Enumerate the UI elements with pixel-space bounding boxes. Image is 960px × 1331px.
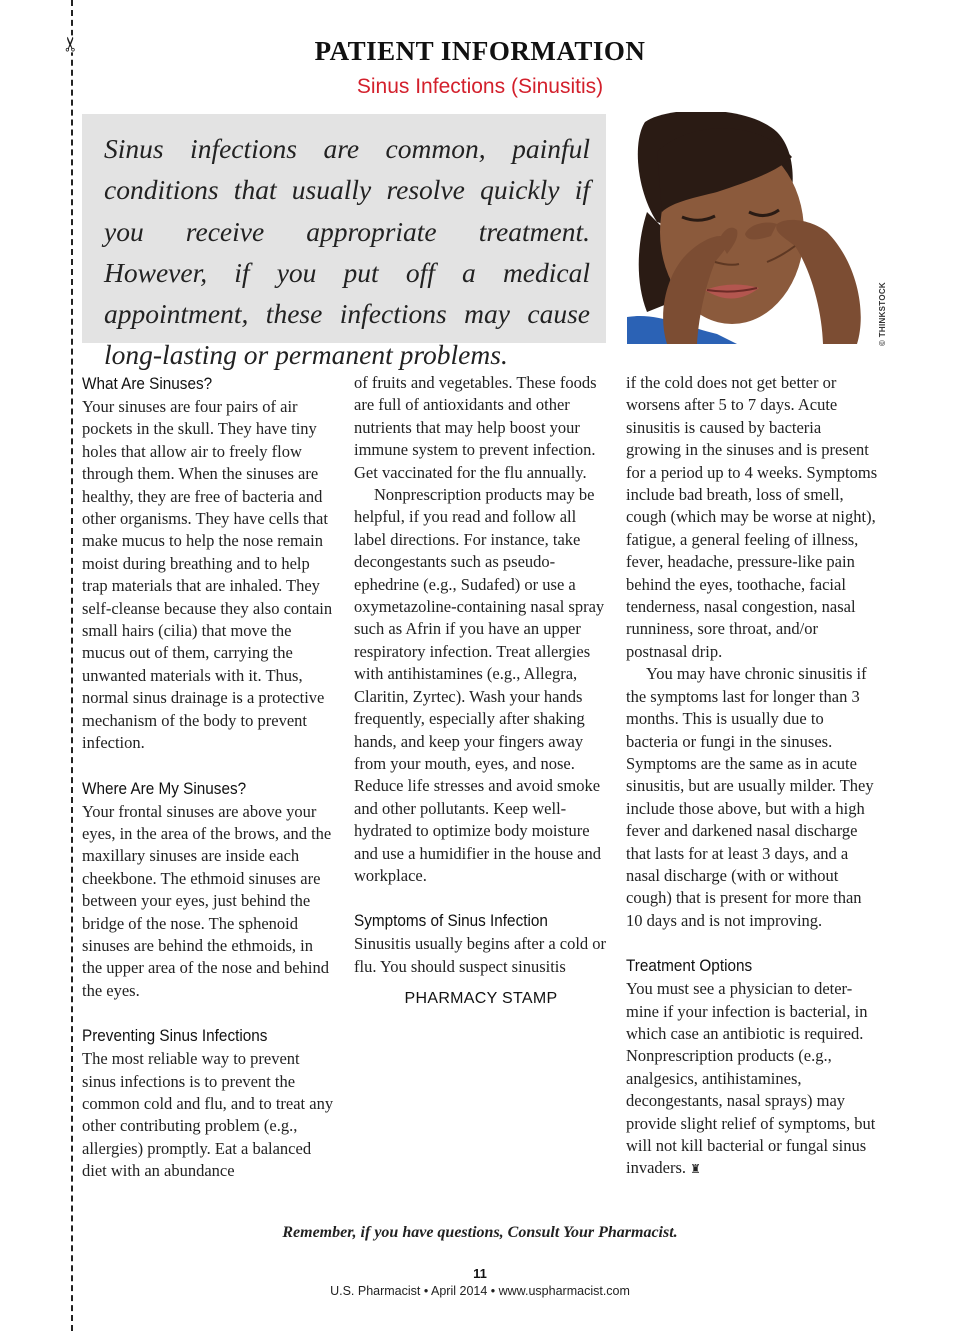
body-what-are-sinuses: Your sinuses are four pairs of air pockets in the skull. They have tiny holes that allow air to freely flow through them. When the sinuses are healthy, they are free of bacteria and other organisms. They have cells that make mucus to help the nose remain moist during breathing and to help trap materials that are inhaled. They self-cleanse because they also contain small hairs (cilia) that move the mucus out of them, carrying the unwanted materials with it. Thus, normal sinus drainage is a protective mechanism of the body to prevent infection. xyxy=(82,397,333,753)
heading-symptoms: Symptoms of Sinus Infection xyxy=(354,911,548,931)
end-mark-icon: ♜ xyxy=(690,1162,701,1177)
publication-line: U.S. Pharmacist • April 2014 • www.uspharmacist.com xyxy=(330,1284,630,1298)
body-treatment xyxy=(626,978,880,1181)
intro-text: Sinus infections are common, painful conditions that usually resolve quickly if you receive appropriate treatment. However, if you put off a medical appointment, these infections may cause long-lasting or permanent problems. xyxy=(104,133,590,371)
column-2 xyxy=(354,372,608,1011)
page-subtitle: Sinus Infections (Sinusitis) xyxy=(356,75,604,98)
column-3 xyxy=(626,372,880,1181)
body-symptoms-part-b: if the cold does not get better or worsens after 5 to 7 days. Acute sinusitis is caused by bacteria growing in the sinuses and is present for a period up to 4 weeks. Symptoms include bad breath, loss of smell, cough (which may be worse at night), fatigue, a general feeling of illness, fever, headache, pressure-like pain behind the eyes, toothache, facial tenderness, nasal congestion, nasal runniness, sore throat, and/or postnasal drip. xyxy=(626,373,878,661)
woman-sinus-pain-photo xyxy=(627,112,877,344)
footer-note: Remember, if you have questions, Consult Your Pharmacist. xyxy=(282,1224,678,1241)
heading-where-are-sinuses: Where Are My Sinuses? xyxy=(82,778,247,798)
body-preventing-nonprescription: Nonprescription products may be helpful, if you read and follow all label directions. For instance, take decongestants such as pseudo-ephedrine (e.g., Sudafed) or use a oxymetazoline-containing nasal spray such as Afrin if you have an upper respiratory infection. Treat allergies with antihistamines (e.g., Allegra, Claritin, Zyrtec). Wash your hands frequently, especially after shaking hands, and keep your fingers away from your mouth, eyes, and nose. Reduce life stresses and avoid smoke and other pollutants. Keep well-hydrated to optimize body moisture and use a humidifier in the house and workplace. xyxy=(354,485,605,885)
photo-credit: © THINKSTOCK xyxy=(878,281,887,346)
page-title: PATIENT INFORMATION xyxy=(314,36,646,66)
intro-callout xyxy=(82,114,606,371)
page-number: 11 xyxy=(473,1266,487,1281)
body-preventing-part-b: of fruits and vegetables. These foods are full of antioxidants and other nutrients that may help boost your immune system to prevent infection. Get vaccinated for the flu annually. xyxy=(354,373,597,482)
body-treatment-text: You must see a physician to deter-mine if your infection is bacterial, in which case an antibiotic is required. Nonprescription products (e.g., analgesics, antihistamines, decongestants, nasal sprays) may provide slight relief of symptoms, but will not kill bacterial or fungal sinus invaders. xyxy=(626,979,876,1178)
cut-line xyxy=(71,0,73,1331)
body-where-are-sinuses: Your frontal sinuses are above your eyes, in the area of the brows, and the maxillary sinuses are inside each cheekbone. The ethmoid sinuses are between your eyes, just behind the bridge of the nose. The sphenoid sinuses are behind the ethmoids, in the upper area of the nose and behind the eyes. xyxy=(82,801,332,1000)
scissors-icon: ✂ xyxy=(58,35,83,53)
photo-illustration xyxy=(627,112,877,344)
heading-what-are-sinuses: What Are Sinuses? xyxy=(82,374,213,393)
column-1 xyxy=(82,372,336,1183)
body-symptoms-part-a: Sinusitis usually begins after a cold or flu. You should suspect sinusitis xyxy=(354,934,607,976)
heading-preventing: Preventing Sinus Infections xyxy=(82,1026,268,1046)
body-preventing-part-a: The most reliable way to prevent sinus infections is to prevent the common cold and flu, and to treat any other contributing problem (e.g., allergies) promptly. Eat a balanced diet with an abundance xyxy=(82,1049,334,1181)
heading-treatment: Treatment Options xyxy=(626,956,753,976)
body-chronic-sinusitis: You may have chronic sinusitis if the symptoms last for longer than 3 months. This is usually due to bacteria or fungi in the sinuses. Symptoms are the same as in acute sinusitis, but are usually milder. They include those above, but with a high fever and darkened nasal discharge that lasts for at least 3 days, and a nasal discharge (with or without cough) that is present for more than 10 days and is not improving. xyxy=(626,664,874,930)
pharmacy-stamp-area: PHARMACY STAMP xyxy=(404,990,558,1008)
